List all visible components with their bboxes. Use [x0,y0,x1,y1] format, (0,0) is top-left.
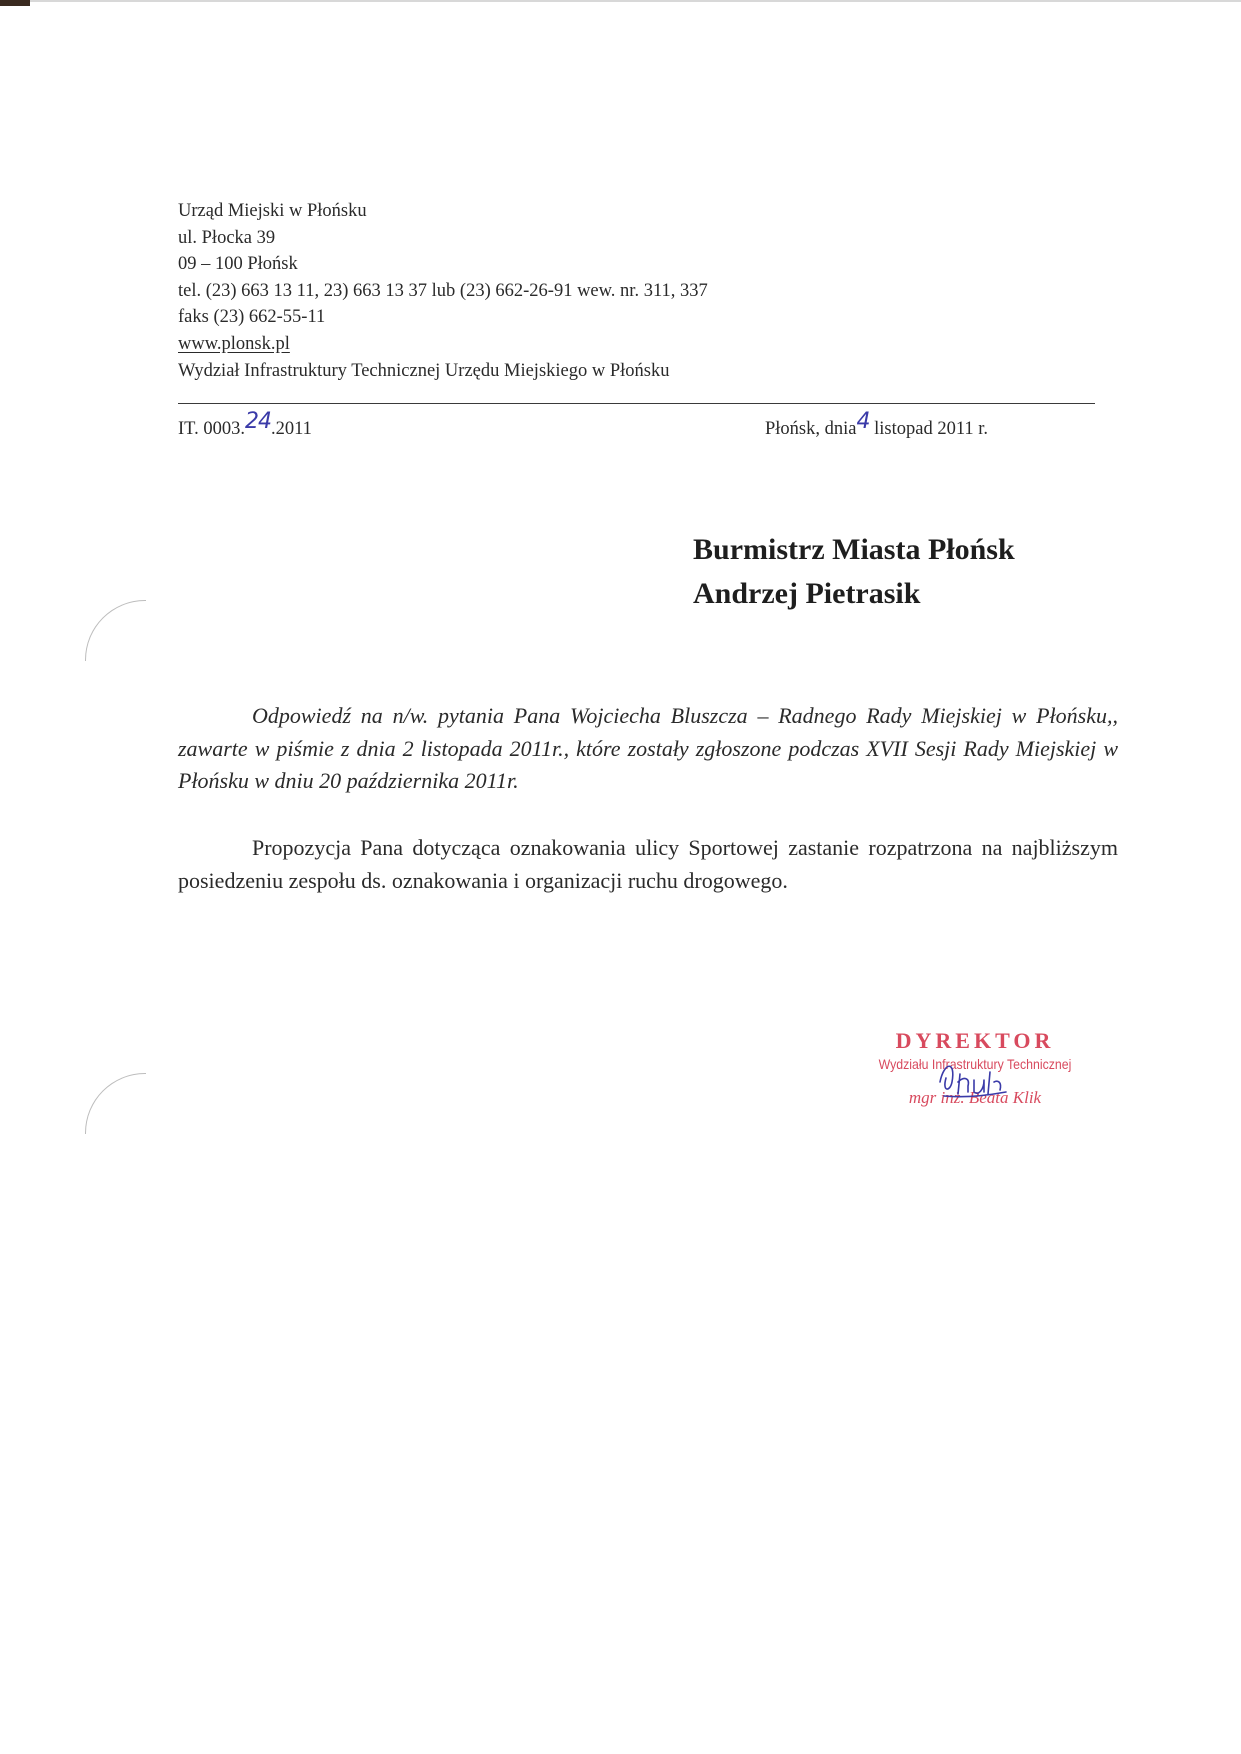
addressee-name: Andrzej Pietrasik [693,577,921,610]
handwritten-signature [934,1052,1024,1100]
addressee-block [693,528,1015,616]
addressee-title: Burmistrz Miasta Płońsk [693,533,1015,566]
sender-phone: tel. (23) 663 13 11, 23) 663 13 37 lub (23) 662-26-91 wew. nr. 311, 337 [178,280,708,301]
body-paragraph-question: Odpowiedź na n/w. pytania Pana Wojciecha Bluszcza – Radnego Rady Miejskiej w Płońsku,, zawarte w piśmie z dnia 2 listopada 2011r., które zostały zgłoszone podczas XVII Sesji Rady Miejskiej w Płońsku w dniu 20 października 2011r. [178,703,1118,793]
date-suffix: listopad 2011 r. [869,419,989,439]
sender-office: Urząd Miejski w Płońsku [178,201,367,221]
reference-suffix: .2011 [270,419,312,439]
sender-street: ul. Płocka 39 [178,227,276,248]
sender-block [178,198,708,384]
sender-postal: 09 – 100 Płońsk [178,254,298,275]
reference-number [178,409,312,440]
scan-corner-mark [0,0,30,6]
date-handwritten-day: 4 [856,409,870,434]
sender-website-link[interactable]: www.plonsk.pl [178,333,290,354]
letter-date [765,409,989,440]
sender-fax: faks (23) 662-55-11 [178,307,326,328]
sender-department: Wydział Infrastruktury Technicznej Urzędu Miejskiego w Płońsku [178,360,670,381]
stamp-name: mgr inż. Beata Klik [908,1088,1042,1107]
reference-prefix: IT. 0003. [178,419,245,439]
date-prefix: Płońsk, dnia [765,419,857,439]
header-divider [178,403,1095,404]
stamp-department: Wydziału Infrastruktury Technicznej [878,1056,1072,1072]
stamp-title: DYREKTOR [895,1028,1055,1053]
scan-edge [0,0,1241,2]
punch-hole-mark [85,1073,146,1134]
punch-hole-mark [85,600,146,661]
body-paragraph-answer: Propozycja Pana dotycząca oznakowania ulicy Sportowej zastanie rozpatrzona na najbliższym posiedzeniu zespołu ds. oznakowania i organizacji ruchu drogowego. [178,835,1118,893]
reference-handwritten-number: 24 [244,409,271,434]
